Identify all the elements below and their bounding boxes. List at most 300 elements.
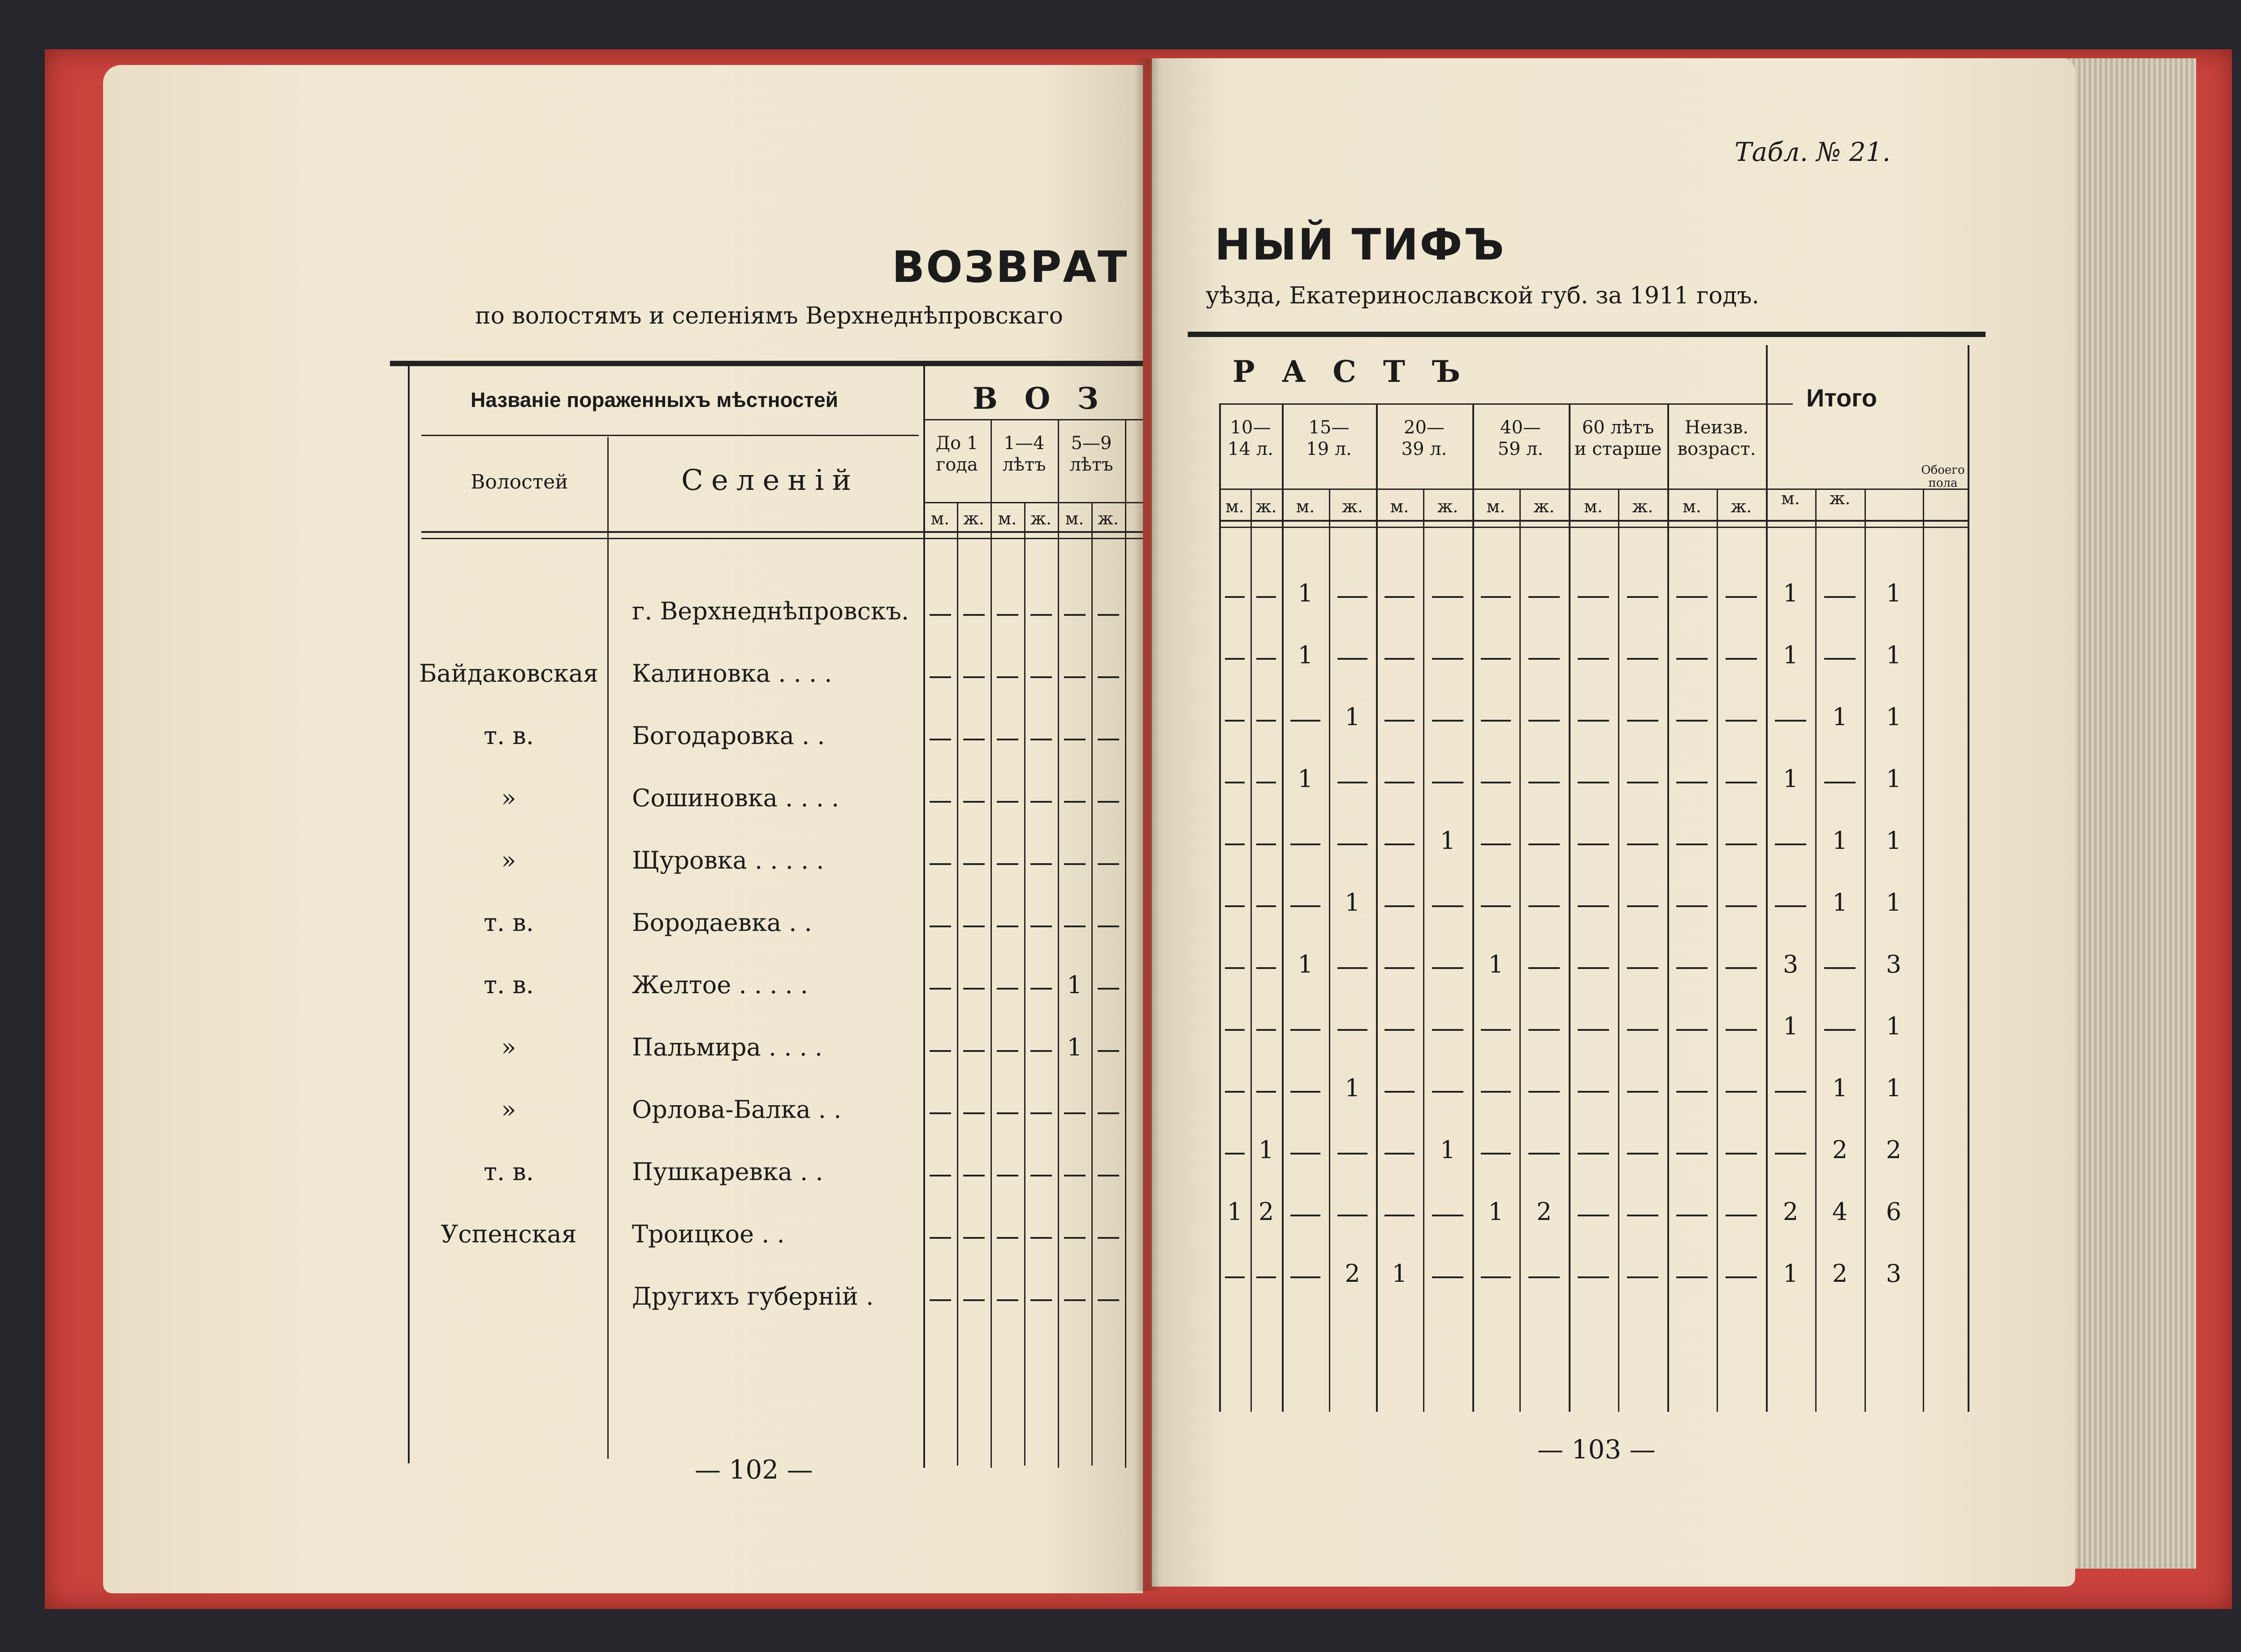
right-value-cell: 2 xyxy=(1258,1198,1274,1226)
dash-mark xyxy=(1225,782,1245,783)
left-value-cell xyxy=(1058,912,1091,939)
dash-mark xyxy=(963,925,985,927)
m-label: м. xyxy=(1065,509,1084,528)
dash-mark xyxy=(1578,658,1609,660)
left-value-cell xyxy=(957,1037,991,1064)
right-value-cell xyxy=(1423,1201,1472,1228)
selo-name: Желтое . . . . . xyxy=(632,971,808,999)
dash-mark xyxy=(1384,967,1415,969)
dash-mark xyxy=(1528,720,1560,722)
right-value-cell: 1 xyxy=(1440,1136,1456,1164)
right-value-cell xyxy=(1329,1139,1376,1166)
right-value-cell xyxy=(1717,954,1766,981)
dash-mark xyxy=(1384,596,1415,598)
right-value-cell: 1 xyxy=(1298,950,1313,978)
dash-mark xyxy=(930,1299,951,1301)
dash-mark xyxy=(1030,1050,1052,1052)
left-value-cell xyxy=(957,1099,991,1126)
right-value-cell xyxy=(1717,1077,1766,1104)
dash-mark xyxy=(997,1112,1018,1114)
right-value-cell: 2 xyxy=(1832,1136,1848,1164)
right-value-cell xyxy=(1717,1263,1766,1290)
zh-label: ж. xyxy=(1533,497,1555,516)
right-value-cell xyxy=(1423,892,1472,919)
right-value-cell xyxy=(1219,768,1250,795)
dash-mark xyxy=(930,739,951,740)
dash-mark xyxy=(1384,1153,1415,1155)
dash-mark xyxy=(1528,782,1560,783)
dash-mark xyxy=(997,1237,1018,1239)
left-value-cell xyxy=(991,912,1024,939)
dash-mark xyxy=(963,614,985,616)
dash-mark xyxy=(930,676,951,678)
right-value-cell xyxy=(1472,892,1519,919)
right-value-cell xyxy=(1250,583,1282,610)
dash-mark xyxy=(1676,1029,1708,1031)
dash-mark xyxy=(1578,843,1609,845)
zh-label: ж. xyxy=(1097,509,1119,528)
dash-mark xyxy=(1627,905,1658,907)
left-value-cell xyxy=(923,850,957,877)
dash-mark xyxy=(1432,782,1463,783)
selo-name: Пушкаревка . . xyxy=(632,1158,823,1186)
right-value-cell xyxy=(1219,644,1250,671)
dash-mark xyxy=(1064,1175,1086,1176)
table-label: Табл. № 21. xyxy=(1735,137,1891,167)
m-label: м. xyxy=(930,509,950,528)
selo-name: Богодаровка . . xyxy=(632,722,825,750)
right-value-cell xyxy=(1250,1263,1282,1290)
dash-mark xyxy=(1337,1029,1367,1031)
right-value-cell xyxy=(1618,830,1667,857)
dash-mark xyxy=(1256,596,1276,598)
left-value-cell xyxy=(1058,850,1091,877)
right-value-cell xyxy=(1618,768,1667,795)
left-value-cell xyxy=(991,974,1024,1001)
age-sub-rule xyxy=(923,419,1143,420)
left-value-cell xyxy=(1024,850,1058,877)
right-value-cell xyxy=(1282,830,1329,857)
right-value-cell xyxy=(1282,706,1329,733)
left-value-cell xyxy=(923,787,957,814)
right-value-cell xyxy=(1329,644,1376,671)
left-value-cell xyxy=(1024,1286,1058,1313)
right-value-cell xyxy=(1250,1077,1282,1104)
right-value-cell: 1 xyxy=(1886,826,1902,855)
selo-name: Сошиновка . . . . xyxy=(632,784,839,812)
left-value-cell xyxy=(1091,1037,1125,1064)
dash-mark xyxy=(1676,782,1708,783)
right-value-cell: 2 xyxy=(1345,1259,1360,1288)
dash-mark xyxy=(1627,843,1658,845)
left-value-cell xyxy=(1024,1099,1058,1126)
right-value-cell xyxy=(1423,954,1472,981)
right-value-cell xyxy=(1219,954,1250,981)
dash-mark xyxy=(930,863,951,865)
dash-mark xyxy=(1676,1091,1708,1093)
dash-mark xyxy=(1676,1276,1708,1278)
volost-vline xyxy=(607,437,609,1459)
right-value-cell xyxy=(1329,830,1376,857)
left-value-cell xyxy=(991,725,1024,752)
right-value-cell xyxy=(1717,1016,1766,1042)
volost-name: » xyxy=(501,1033,516,1061)
dash-mark xyxy=(1256,843,1276,845)
dash-mark xyxy=(1528,905,1560,907)
right-value-cell xyxy=(1519,1139,1569,1166)
header-col-5-9: 5—9 лѣтъ xyxy=(1069,433,1113,475)
dash-mark xyxy=(1432,967,1463,969)
left-value-cell xyxy=(1058,1286,1091,1313)
dash-mark xyxy=(930,614,951,616)
volost-name: » xyxy=(501,846,516,874)
right-value-cell: 3 xyxy=(1782,950,1799,978)
m-label: м. xyxy=(1296,497,1315,516)
right-value-cell: 1 xyxy=(1886,1012,1902,1040)
right-value-cell xyxy=(1815,768,1865,795)
right-value-cell: 1 xyxy=(1345,1074,1360,1102)
right-value-cell xyxy=(1667,583,1717,610)
right-value-cell: 1 xyxy=(1782,1012,1799,1040)
right-value-cell xyxy=(1219,1016,1250,1042)
right-value-cell xyxy=(1250,830,1282,857)
dash-mark xyxy=(1528,1276,1560,1278)
right-value-cell xyxy=(1472,583,1519,610)
right-value-cell xyxy=(1519,1077,1569,1104)
right-value-cell xyxy=(1717,830,1766,857)
dash-mark xyxy=(1432,720,1463,722)
right-value-cell xyxy=(1569,706,1618,733)
left-value-cell xyxy=(957,974,991,1001)
right-value-cell: 1 xyxy=(1782,641,1799,669)
right-value-cell xyxy=(1519,1016,1569,1042)
right-value-cell: 2 xyxy=(1832,1259,1848,1288)
left-page-number: — 102 — xyxy=(695,1454,813,1485)
dash-mark xyxy=(1676,967,1708,969)
dash-mark xyxy=(1256,905,1276,907)
right-value-cell xyxy=(1423,644,1472,671)
right-value-cell xyxy=(1519,706,1569,733)
dash-mark xyxy=(1225,905,1245,907)
left-value-cell xyxy=(957,663,991,690)
right-value-cell xyxy=(1569,583,1618,610)
left-value-cell xyxy=(1024,663,1058,690)
right-value-cell xyxy=(1569,1139,1618,1166)
left-value-cell xyxy=(1058,663,1091,690)
right-value-cell: 1 xyxy=(1298,579,1313,607)
dash-mark xyxy=(1676,658,1708,660)
right-value-cell: 1 xyxy=(1832,826,1848,855)
dash-mark xyxy=(1824,1029,1856,1031)
right-value-cell xyxy=(1667,954,1717,981)
dash-mark xyxy=(1824,967,1856,969)
dash-mark xyxy=(1337,1153,1367,1155)
left-value-cell xyxy=(957,787,991,814)
dash-mark xyxy=(1627,596,1658,598)
right-value-cell xyxy=(1472,768,1519,795)
dash-mark xyxy=(1030,925,1052,927)
dash-mark xyxy=(1627,967,1658,969)
dash-mark xyxy=(1676,1215,1708,1216)
dash-mark xyxy=(1098,1050,1119,1052)
dash-mark xyxy=(1098,1175,1119,1176)
dash-mark xyxy=(1064,1299,1086,1301)
m-label: м. xyxy=(1390,497,1409,516)
dash-mark xyxy=(930,925,951,927)
right-page xyxy=(1152,58,2075,1587)
dash-mark xyxy=(963,1112,985,1114)
right-value-cell xyxy=(1250,706,1282,733)
left-value-cell xyxy=(991,1224,1024,1250)
right-value-cell xyxy=(1667,1201,1717,1228)
right-value-cell xyxy=(1282,1263,1329,1290)
dash-mark xyxy=(1775,843,1806,845)
header-itogo: Итого xyxy=(1806,384,1877,412)
dash-mark xyxy=(1824,782,1856,783)
dash-mark xyxy=(1098,801,1119,803)
dash-mark xyxy=(1726,967,1757,969)
dash-mark xyxy=(1098,925,1119,927)
right-value-cell: 1 xyxy=(1782,579,1799,607)
right-vline xyxy=(1968,345,1969,1412)
left-value-cell xyxy=(1058,725,1091,752)
dash-mark xyxy=(1098,988,1119,990)
right-value-cell xyxy=(1667,1139,1717,1166)
dash-mark xyxy=(1726,658,1757,660)
age-col-header: 40— 59 л. xyxy=(1497,417,1544,459)
dash-mark xyxy=(1726,1029,1757,1031)
book-gutter xyxy=(1134,58,1161,1591)
left-value-cell xyxy=(957,1224,991,1250)
right-value-cell xyxy=(1219,583,1250,610)
dash-mark xyxy=(1578,1153,1609,1155)
right-value-cell xyxy=(1618,892,1667,919)
dash-mark xyxy=(963,863,985,865)
right-value-cell xyxy=(1329,583,1376,610)
zh-label: ж. xyxy=(963,509,985,528)
right-value-cell xyxy=(1376,1139,1423,1166)
dash-mark xyxy=(930,801,951,803)
age-col-header: 10— 14 л. xyxy=(1228,417,1273,459)
volost-name: Байдаковская xyxy=(419,659,599,688)
right-value-cell xyxy=(1717,706,1766,733)
dash-mark xyxy=(1030,1175,1052,1176)
right-value-cell xyxy=(1569,892,1618,919)
dash-mark xyxy=(1775,1091,1806,1093)
left-value-cell xyxy=(1058,1099,1091,1126)
left-value-cell xyxy=(1058,1161,1091,1188)
dash-mark xyxy=(1030,988,1052,990)
right-value-cell xyxy=(1376,830,1423,857)
dash-mark xyxy=(1030,1299,1052,1301)
left-value-cell xyxy=(957,725,991,752)
dash-mark xyxy=(1824,596,1856,598)
dash-mark xyxy=(1528,1029,1560,1031)
dash-mark xyxy=(1578,905,1609,907)
dash-mark xyxy=(1726,1215,1757,1216)
volost-name: т. в. xyxy=(484,722,534,750)
right-value-cell xyxy=(1329,954,1376,981)
dash-mark xyxy=(1030,614,1052,616)
dash-mark xyxy=(1432,596,1463,598)
dash-mark xyxy=(1578,967,1609,969)
dash-mark xyxy=(1432,658,1463,660)
left-value-cell xyxy=(923,1286,957,1313)
zh-label: ж. xyxy=(1829,489,1851,508)
right-value-cell: 1 xyxy=(1345,888,1360,917)
right-value-cell xyxy=(1618,1139,1667,1166)
right-value-cell xyxy=(1219,706,1250,733)
right-value-cell: 1 xyxy=(1488,1198,1504,1226)
dash-mark xyxy=(1627,1091,1658,1093)
left-value-cell xyxy=(1024,787,1058,814)
right-value-cell xyxy=(1219,892,1250,919)
dash-mark xyxy=(963,1299,985,1301)
right-value-cell xyxy=(1376,1016,1423,1042)
right-value-cell xyxy=(1815,954,1865,981)
dash-mark xyxy=(1030,1112,1052,1114)
dash-mark xyxy=(963,1050,985,1052)
volost-name: т. в. xyxy=(484,971,534,999)
header-volosti: Волостей xyxy=(471,471,568,493)
right-value-cell: 1 xyxy=(1488,950,1504,978)
zh-label: ж. xyxy=(1341,497,1363,516)
dash-mark xyxy=(1337,782,1367,783)
left-outer-vline xyxy=(408,365,410,1463)
right-value-cell xyxy=(1667,830,1717,857)
dash-mark xyxy=(1578,596,1609,598)
volost-name: Успенская xyxy=(441,1220,577,1248)
left-value-cell xyxy=(1091,850,1125,877)
right-value-cell xyxy=(1250,644,1282,671)
mz-rule xyxy=(923,502,1143,503)
right-value-cell xyxy=(1250,954,1282,981)
right-value-cell xyxy=(1618,1263,1667,1290)
left-value-cell xyxy=(1058,787,1091,814)
dash-mark xyxy=(1030,863,1052,865)
left-value-cell xyxy=(1091,787,1125,814)
selo-name: Другихъ губерній . xyxy=(632,1282,874,1310)
right-value-cell xyxy=(1815,583,1865,610)
selo-name: Калиновка . . . . xyxy=(632,659,832,688)
dash-mark xyxy=(1290,843,1320,845)
right-value-cell xyxy=(1717,1201,1766,1228)
right-top-rule xyxy=(1188,332,1986,337)
age-col-header: 20— 39 л. xyxy=(1401,417,1447,459)
dash-mark xyxy=(1337,658,1367,660)
right-value-cell xyxy=(1667,644,1717,671)
dash-mark xyxy=(1290,1215,1320,1216)
left-value-cell xyxy=(991,1099,1024,1126)
right-value-cell xyxy=(1618,954,1667,981)
selo-name: Пальмира . . . . xyxy=(632,1033,823,1061)
right-value-cell xyxy=(1717,644,1766,671)
left-value-cell xyxy=(991,601,1024,627)
dash-mark xyxy=(1098,739,1119,740)
left-value-cell xyxy=(923,1161,957,1188)
dash-mark xyxy=(1256,720,1276,722)
right-value-cell: 3 xyxy=(1886,950,1902,978)
left-value-cell xyxy=(1091,601,1125,627)
dash-mark xyxy=(1064,801,1086,803)
vline-6 xyxy=(1125,419,1126,1468)
right-value-cell: 3 xyxy=(1886,1259,1902,1288)
dash-mark xyxy=(1481,1153,1511,1155)
right-value-cell xyxy=(1569,1077,1618,1104)
dash-mark xyxy=(1481,1276,1511,1278)
dash-mark xyxy=(963,1237,985,1239)
left-value-cell xyxy=(923,1224,957,1250)
dash-mark xyxy=(1256,1276,1276,1278)
m-label: м. xyxy=(1584,497,1603,516)
left-value-cell xyxy=(957,601,991,627)
right-value-cell: 1 xyxy=(1345,703,1360,731)
right-value-cell xyxy=(1472,830,1519,857)
right-value-cell xyxy=(1618,583,1667,610)
header-col-1-4: 1—4 лѣтъ xyxy=(1002,433,1046,475)
right-value-cell xyxy=(1329,1016,1376,1042)
right-value-cell xyxy=(1569,768,1618,795)
zh-label: ж. xyxy=(1632,497,1653,516)
dash-mark xyxy=(1030,676,1052,678)
dash-mark xyxy=(1256,782,1276,783)
dash-mark xyxy=(1676,905,1708,907)
dash-mark xyxy=(1627,782,1658,783)
right-vline xyxy=(1923,489,1924,1412)
right-value-cell xyxy=(1376,644,1423,671)
right-value-cell: 1 xyxy=(1832,703,1848,731)
dash-mark xyxy=(997,739,1018,740)
left-value-cell xyxy=(991,1037,1024,1064)
right-value-cell xyxy=(1376,892,1423,919)
right-value-cell xyxy=(1569,1201,1618,1228)
right-value-cell xyxy=(1329,768,1376,795)
dash-mark xyxy=(1432,1276,1463,1278)
right-value-cell xyxy=(1423,706,1472,733)
right-header-bottom-rule-2 xyxy=(1219,527,1968,528)
dash-mark xyxy=(1726,782,1757,783)
selo-name: Бородаевка . . xyxy=(632,908,812,937)
right-value-cell xyxy=(1219,1263,1250,1290)
right-value-cell: 1 xyxy=(1440,826,1456,855)
dash-mark xyxy=(930,1050,951,1052)
right-value-cell xyxy=(1569,830,1618,857)
dash-mark xyxy=(1098,863,1119,865)
dash-mark xyxy=(1627,658,1658,660)
right-value-cell: 1 xyxy=(1886,703,1902,731)
dash-mark xyxy=(1290,1276,1320,1278)
dash-mark xyxy=(1030,739,1052,740)
right-value-cell xyxy=(1376,768,1423,795)
right-value-cell xyxy=(1376,1077,1423,1104)
dash-mark xyxy=(1627,1153,1658,1155)
right-value-cell xyxy=(1667,768,1717,795)
left-value-cell xyxy=(1024,1161,1058,1188)
dash-mark xyxy=(1290,1029,1320,1031)
left-value-cell xyxy=(1058,601,1091,627)
header-places: Названіе пораженныхъ мѣстностей xyxy=(471,388,839,411)
selo-name: г. Верхнеднѣпровскъ. xyxy=(632,597,909,625)
dash-mark xyxy=(1384,843,1415,845)
dash-mark xyxy=(1256,1029,1276,1031)
dash-mark xyxy=(1432,1215,1463,1216)
right-value-cell xyxy=(1376,583,1423,610)
dash-mark xyxy=(1337,1215,1367,1216)
dash-mark xyxy=(1290,1153,1320,1155)
left-value-cell xyxy=(1091,1099,1125,1126)
left-value-cell xyxy=(1091,1224,1125,1250)
dash-mark xyxy=(963,801,985,803)
